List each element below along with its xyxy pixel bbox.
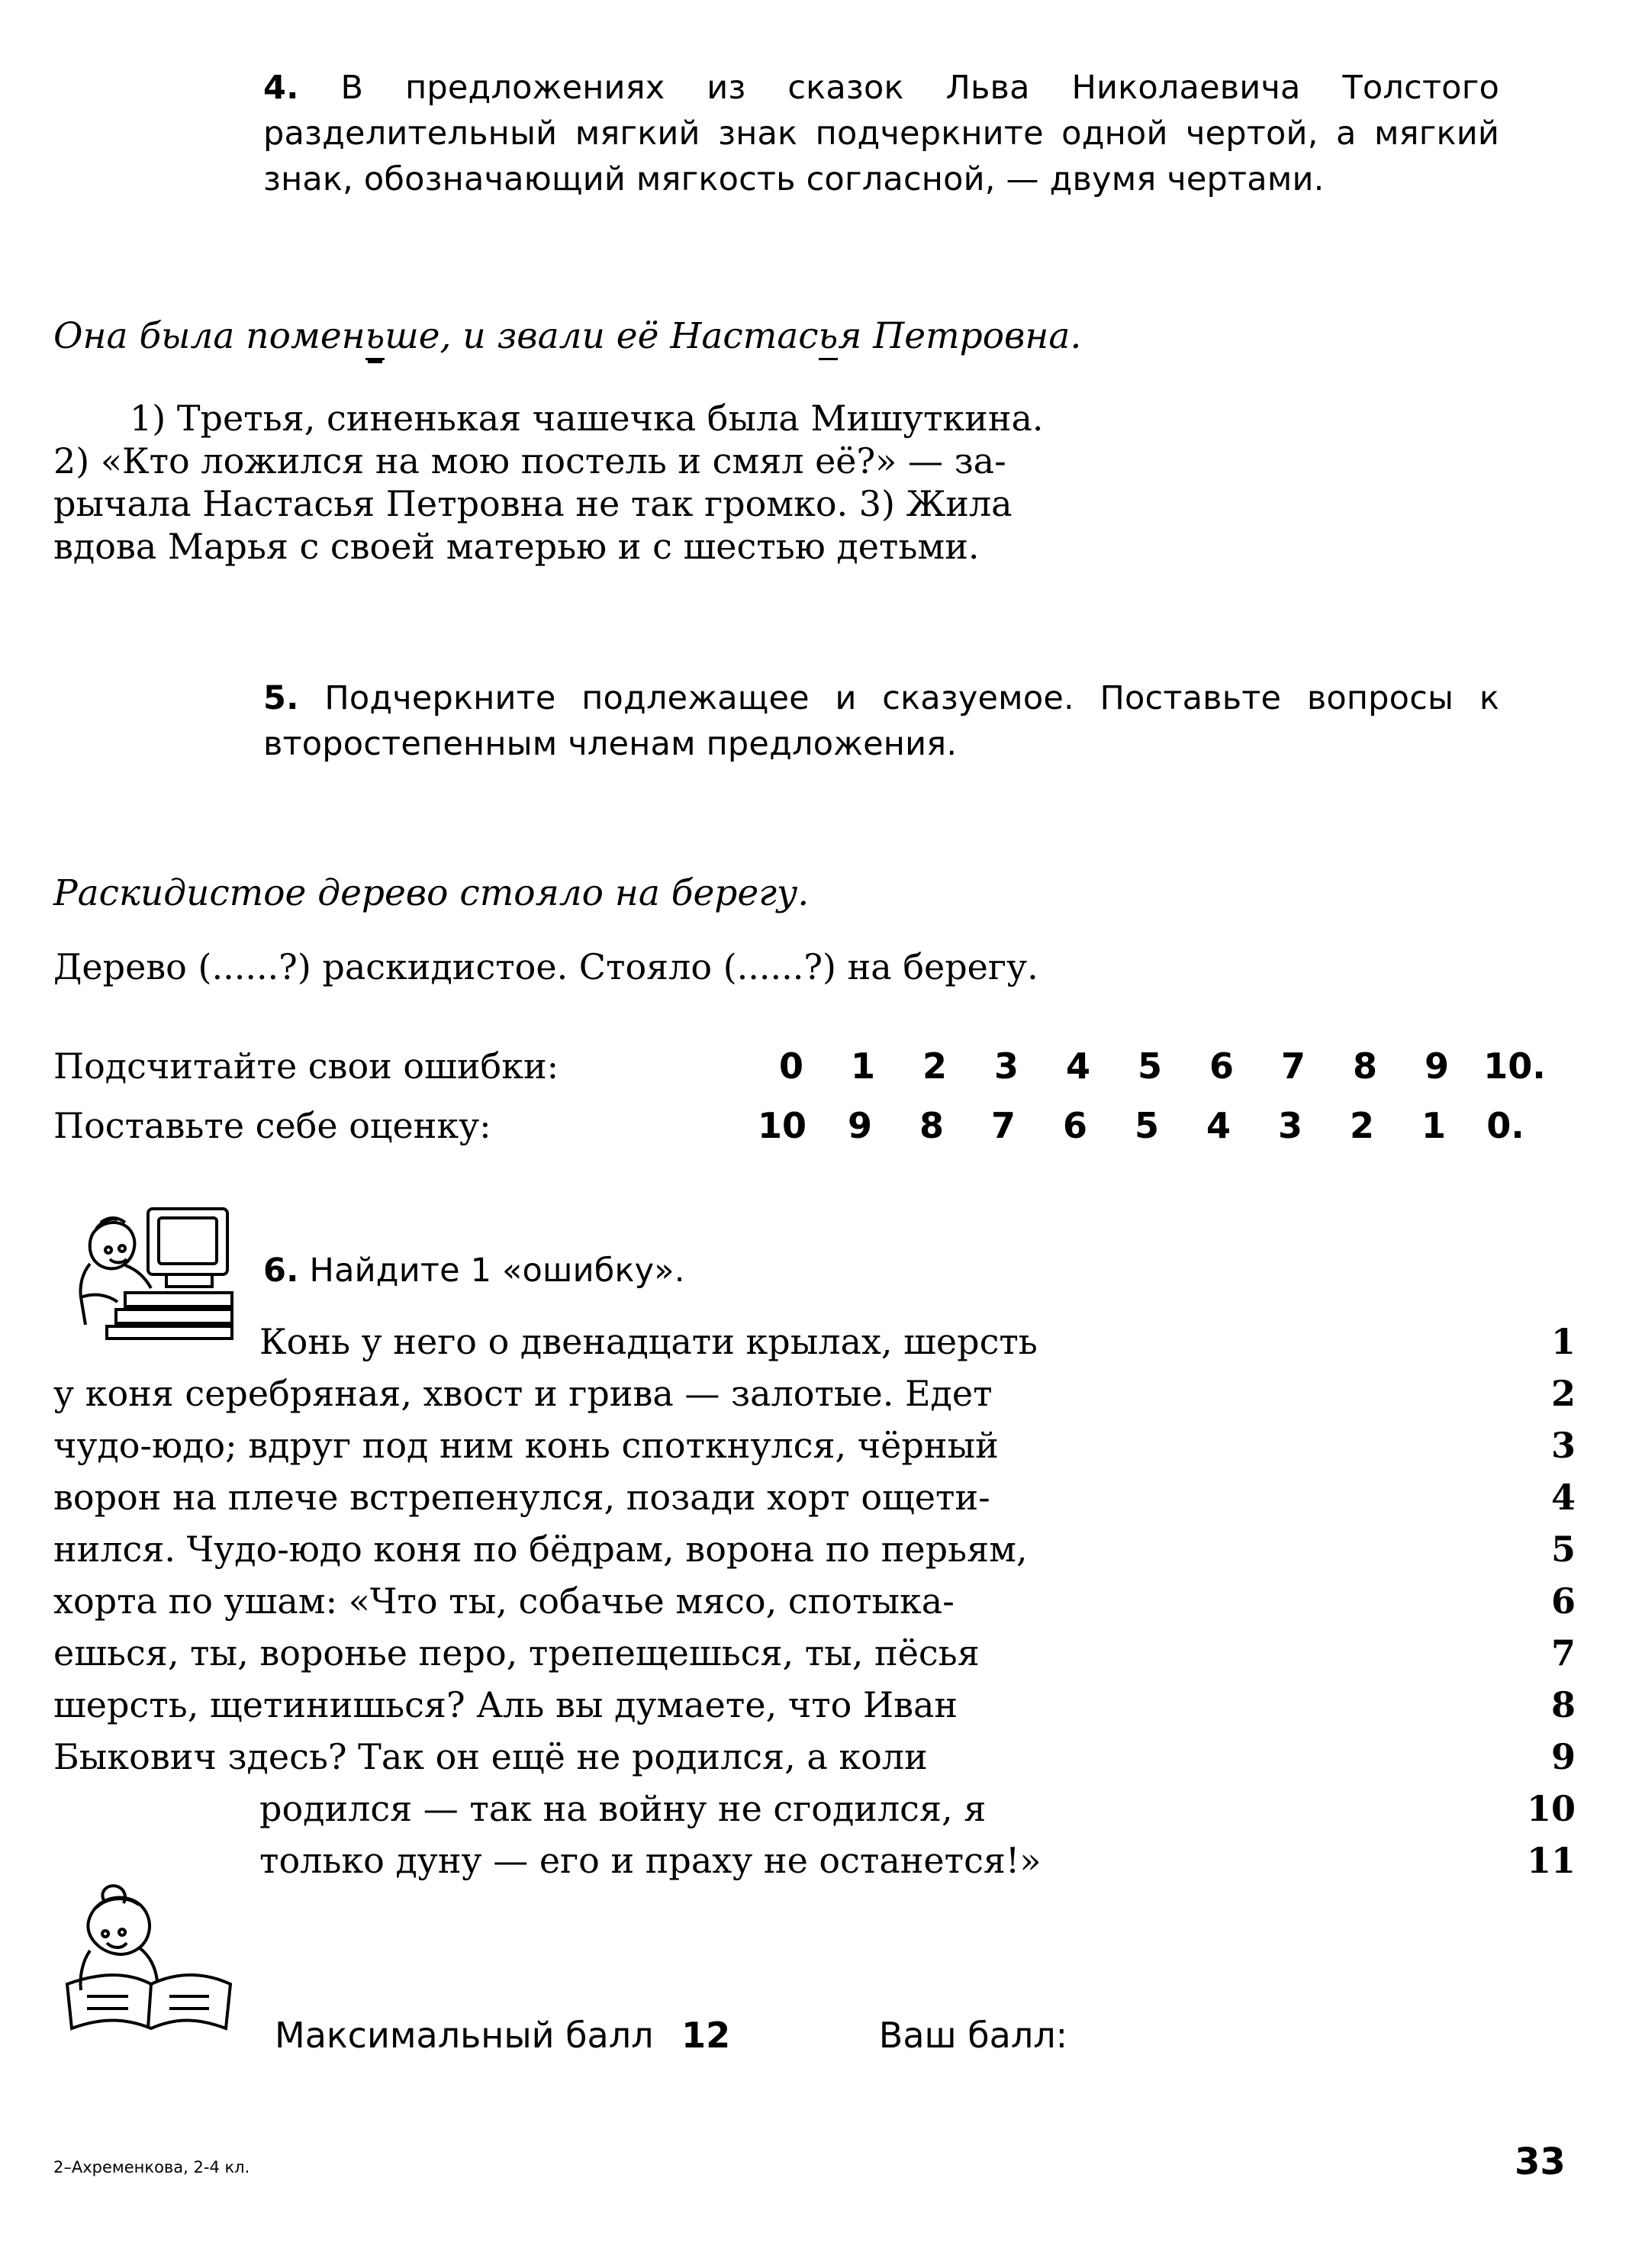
errors-value-3: 3: [993, 1045, 1019, 1087]
text-line: [53, 1736, 1576, 1791]
marks-value-6: 4: [1206, 1105, 1231, 1146]
line-text: хорта по ушам: «Что ты, собачье мясо, спотыка-: [53, 1580, 955, 1622]
exercise-5-instruction-text: Подчеркните подлежащее и сказуемое. Поставьте вопросы к второстепенным членам предложения.: [263, 679, 1500, 764]
line-number: 2: [1550, 1373, 1576, 1414]
text-line: [53, 1840, 1576, 1895]
errors-label: Подсчитайте свои ошибки:: [53, 1045, 559, 1087]
sample-middle: ше, и звали её Настас: [385, 315, 819, 357]
marks-value-5: 5: [1134, 1105, 1159, 1146]
marks-row: [53, 1105, 1587, 1155]
exercise-4-sentence-line-4: [53, 525, 1572, 568]
exercise-4-instruction: [263, 65, 1499, 203]
line-text: у коня серебряная, хвост и грива — залотые. Едет: [53, 1373, 993, 1414]
marks-value-8: 2: [1349, 1105, 1374, 1146]
errors-value-8: 8: [1352, 1045, 1377, 1087]
marks-value-4: 6: [1062, 1105, 1087, 1146]
line-number: 8: [1550, 1684, 1576, 1725]
line-text: вдова Марья с своей матерью и с шестью детьми.: [53, 526, 980, 568]
line-text: ворон на плече встрепенулся, позади хорт ощети-: [53, 1477, 990, 1518]
exercise-4-instruction-text: В предложениях из сказок Льва Николаевича Толстого разделительный мягкий знак подчеркните одной чертой, а мягкий знак, обозначающий мягкость согласной, — двумя чертами.: [263, 69, 1499, 199]
text-line: [53, 1425, 1576, 1480]
errors-value-0: 0: [778, 1045, 803, 1087]
errors-value-6: 6: [1209, 1045, 1234, 1087]
marks-value-9: 1: [1421, 1105, 1446, 1146]
line-text: Конь у него о двенадцати крылах, шерсть: [259, 1321, 1038, 1362]
line-number: 11: [1526, 1840, 1576, 1881]
line-number: 6: [1550, 1580, 1576, 1622]
line-number: 1: [1550, 1321, 1576, 1362]
errors-value-9: 9: [1424, 1045, 1449, 1087]
line-number: 7: [1550, 1632, 1576, 1674]
errors-value-10: 10.: [1483, 1045, 1546, 1087]
exercise-4-sentence-line-2: [53, 440, 1572, 482]
line-number: 5: [1550, 1529, 1576, 1570]
text-line: [53, 1529, 1576, 1583]
sample-after: я Петровна.: [838, 315, 1082, 357]
marks-value-1: 9: [847, 1105, 872, 1146]
text-line: [53, 1684, 1576, 1739]
page-number: 33: [1515, 2141, 1566, 2183]
line-text: чудо-юдо; вдруг под ним конь споткнулся, чёрный: [53, 1425, 999, 1466]
errors-row: [53, 1045, 1587, 1096]
text-line: [53, 1321, 1576, 1376]
line-number: 10: [1526, 1788, 1576, 1829]
marks-value-10: 0.: [1486, 1105, 1524, 1146]
sample-double-underlined: ь: [365, 315, 385, 360]
errors-value-1: 1: [850, 1045, 875, 1087]
exercise-5-answer-line: Дерево (......?) раскидистое. Стояло (......?) на берегу.: [53, 946, 1038, 987]
line-text: рычала Настасья Петровна не так громко. 3) Жила: [53, 483, 1013, 525]
sample-single-underlined: ь: [819, 315, 839, 360]
exercise-6-instruction: [263, 1248, 1331, 1293]
errors-value-7: 7: [1280, 1045, 1306, 1087]
line-number: 4: [1550, 1477, 1576, 1518]
your-score-label: Ваш балл:: [878, 2015, 1068, 2056]
marks-label: Поставьте себе оценку:: [53, 1105, 491, 1146]
line-text: Быкович здесь? Так он ещё не родился, а коли: [53, 1736, 928, 1777]
line-text: только дуну — его и праху не останется!»: [259, 1840, 1042, 1881]
exercise-6-text: [53, 1321, 1576, 1895]
line-number: 3: [1550, 1425, 1576, 1466]
max-score-value: 12: [681, 2015, 731, 2056]
exercise-4-sentences: [53, 397, 1572, 568]
exercise-6-instruction-text: Найдите 1 «ошибку».: [309, 1252, 685, 1290]
line-number: 9: [1550, 1736, 1576, 1777]
text-line: [53, 1632, 1576, 1687]
line-text: шерсть, щетинишься? Аль вы думаете, что Иван: [53, 1684, 958, 1725]
marks-value-7: 3: [1277, 1105, 1302, 1146]
girl-with-book-icon: [47, 1877, 238, 2041]
marks-value-2: 8: [919, 1105, 944, 1146]
exercise-4-number: 4.: [263, 69, 299, 107]
exercise-6-number: 6.: [263, 1252, 299, 1290]
text-line: [53, 1477, 1576, 1532]
errors-values: [755, 1045, 1557, 1087]
errors-value-5: 5: [1137, 1045, 1162, 1087]
line-text: родился — так на войну не сгодился, я: [259, 1788, 987, 1829]
score-footer: [275, 2015, 1572, 2056]
exercise-4-sentence-line-1: [53, 397, 1572, 440]
line-text: нился. Чудо-юдо коня по бёдрам, ворона по перьям,: [53, 1529, 1028, 1570]
text-line: [53, 1788, 1576, 1843]
text-line: [53, 1373, 1576, 1428]
marks-value-0: 10: [757, 1105, 807, 1146]
self-check-score-block: [53, 1045, 1587, 1155]
exercise-4-sentence-line-3: [53, 482, 1572, 525]
book-footer-note: 2–Ахременкова, 2-4 кл.: [53, 2158, 250, 2176]
marks-values: [740, 1105, 1541, 1146]
exercise-4-sample-sentence: [53, 313, 1587, 359]
marks-value-3: 7: [990, 1105, 1016, 1146]
errors-value-4: 4: [1065, 1045, 1090, 1087]
exercise-5-sample-sentence: Раскидистое дерево стояло на берегу.: [53, 872, 810, 914]
max-score-label: Максимальный балл: [275, 2015, 654, 2056]
line-text: 2) «Кто ложился на мою постель и смял её?» — за-: [53, 440, 1006, 482]
exercise-5-instruction: [263, 675, 1499, 767]
text-line: [53, 1580, 1576, 1635]
line-text: 1) Третья, синенькая чашечка была Мишуткина.: [130, 398, 1044, 439]
sample-before: Она была помен: [53, 315, 365, 357]
errors-value-2: 2: [922, 1045, 947, 1087]
exercise-5-number: 5.: [263, 679, 299, 717]
line-text: ешься, ты, воронье перо, трепещешься, ты, пёсья: [53, 1632, 980, 1674]
